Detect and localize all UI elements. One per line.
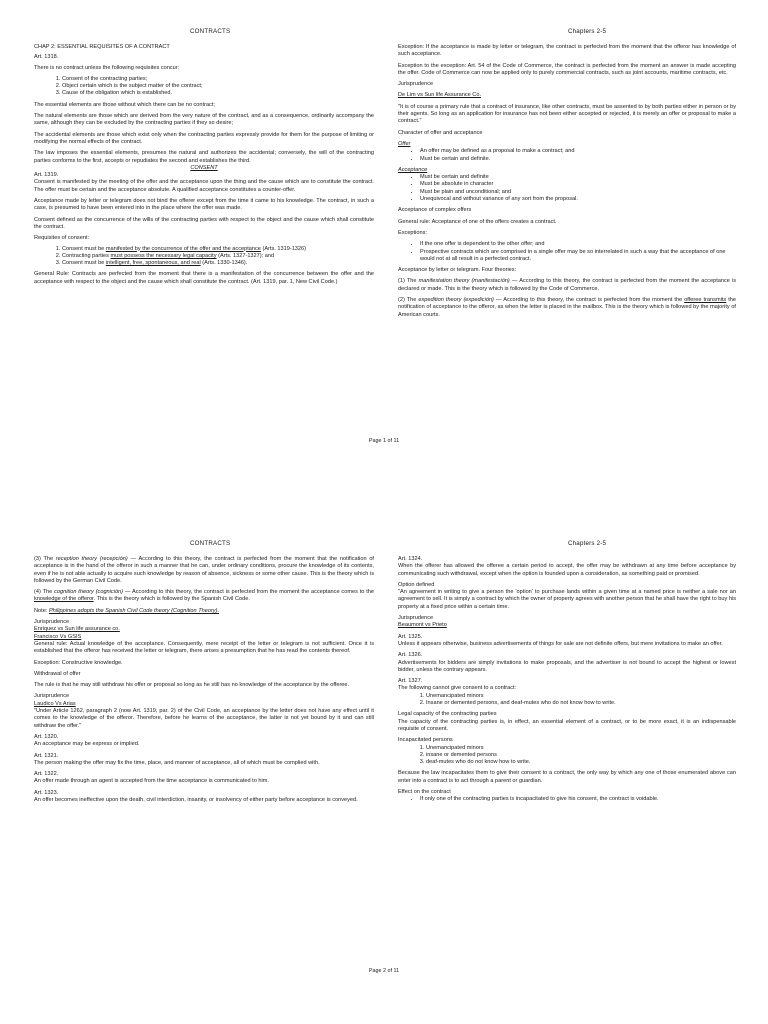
page-header (0, 28, 768, 38)
paragraph: An offer made through an agent is accepted from the time acceptance is communicated to him. (34, 778, 269, 785)
paragraph: Exception: Constructive knowledge. (34, 659, 123, 666)
paragraph: (4) The cognition theory (cognición) — According to this theory, the contract is perfected from the moment the acceptance comes to the knowledge of the offeror. This is the theory which is followed by the Spanish Civil Code. (34, 589, 375, 603)
paragraph: The following cannot give consent to a contract: (398, 685, 517, 692)
paragraph: The accidental elements are those which exist only when the contracting parties expressly provide for them for the purpose of limiting or modifying the normal effects of the contract. (34, 131, 374, 145)
paragraph: Consent is manifested by the meeting of the offer and the acceptance upon the thing and the cause which are to constitute the contract. The offer must be certain and the acceptance absolute. A qualified acceptance constitutes a counter-offer. (34, 179, 374, 193)
paragraph: General Rule: Contracts are perfected from the moment that there is a manifestation of the concurrence between the offer and the acceptance with respect to the object and the cause which shall constitute the contract. (Art. 1319, par. 1, New Civil Code.) (34, 271, 374, 285)
page-gap (0, 500, 768, 528)
list-item: • An offer may be defined as a proposal to make a contract; and (420, 148, 736, 155)
quote: "Under Article 1262, paragraph 2 (now Art. 1319, par. 2) of the Civil Code, an acceptance by the letter does not have any effect until it comes to the knowledge of the offeror. Therefore, before he learns of the acceptance, the latter is not yet bound by it and can still withdraw the offer." (34, 708, 374, 729)
subheading: Incapacitated persons (398, 737, 453, 744)
left-column (34, 556, 374, 808)
paragraph: The person making the offer may fix the time, place, and manner of acceptance, all of which must be complied with. (34, 759, 320, 766)
paragraph: Exception to the exception: Art. 54 of the Code of Commerce, the contract is perfected from the moment an answer is made accepting the offer. Code of Commerce can now be applied only to purely commercial contracts, such as joint accounts, maritime contracts, etc. (398, 62, 736, 76)
paragraph: An acceptance may be express or implied. (34, 741, 140, 748)
list-item: 3. Consent must be intelligent, free, spontaneous, and real (Arts. 1330-1346). (62, 260, 374, 267)
paragraph: Requisites of consent: (34, 235, 90, 242)
article-number: Art. 1324. (398, 556, 423, 562)
page-footer: Page 1 of 11 (368, 438, 400, 444)
header-chapters: Chapters 2-5 (568, 28, 607, 35)
left-column (34, 44, 374, 290)
list-item: • Must be certain and definite. (420, 156, 736, 163)
paragraph: The essential elements are those without which there can be no contract; (34, 101, 215, 108)
paragraph: General rule: Acceptance of one of the offers creates a contract. (398, 218, 557, 225)
list-item: 2. Contracting parties must possess the necessary legal capacity (Arts. 1327-1327); and (62, 253, 374, 260)
article-number: Art. 1322. (34, 771, 59, 778)
consent-requisites-list (34, 246, 374, 268)
page-2 (0, 530, 768, 1022)
list-item: 1. Unemancipated minors (426, 693, 736, 700)
paragraph: An offer becomes ineffective upon the death, civil interdiction, insanity, or insolvency of either party before acceptance is conveyed. (34, 797, 358, 804)
list-item: • Prospective contracts which are comprised in a single offer may be so interrelated in such a way that the acceptance of one would not at all result in a perfected contract. (420, 249, 736, 264)
article-number: Art. 1318. (34, 54, 59, 61)
paragraph: (1) The manifestation theory (manifestación) — According to this theory, the contract is perfected from the moment the acceptance is declared or made. This is the theory which is followed by the Code of Commerce. (398, 278, 737, 292)
page-footer: Page 2 of 11 (368, 968, 400, 974)
acceptance-list (398, 174, 736, 203)
quote: "It is of course a primary rule that a contract of insurance, like other contracts, must be assented to by both parties either in person or by their agents. So long as an application for insurance has not been either accepted or rejected, it is merely an offer or proposal to make a contract." (398, 103, 736, 125)
subheading: Jurisprudence (398, 81, 434, 88)
paragraph: The capacity of the contracting parties is, in effect, an essential element of a contract, or to be more exact, it is an indispensable requisite of consent. (398, 718, 736, 732)
page-header (0, 540, 768, 550)
paragraph: The natural elements are those which are derived from the very nature of the contract, and as a consequence, ordinarily accompany the same, although they can be excluded by the contracting parties if they so desire; (34, 113, 374, 127)
cannot-consent-list (398, 693, 736, 708)
article-number: Art. 1325. (398, 633, 423, 640)
subheading: Legal capacity of the contracting parties (398, 711, 497, 718)
paragraph: Unless it appears otherwise, business advertisements of things for sale are not definite offers, but mere invitations to make an offer. (398, 640, 723, 647)
list-item: 2. insane or demented persons (426, 752, 736, 759)
note: Note: Philippines adopts the Spanish Civil Code theory (Cognition Theory). (34, 607, 220, 614)
list-item: 2. Object certain which is the subject matter of the contract; (62, 83, 374, 90)
paragraph: General rule: Actual knowledge of the acceptance. Consequently, mere receipt of the letter or telegram is not sufficient. Once it is established that the offeror has received the letter or telegram, there arises a presumption that he has read the contents thereof. (34, 640, 374, 655)
list-item: • Must be plain and unconditional; and (420, 189, 736, 196)
right-column (398, 556, 736, 808)
paragraph: (3) The reception theory (recepción) — According to this theory, the contract is perfected from the moment that the notification of acceptance is in the hand of the offeror in such a manner that he can, under ordinary conditions, procure the knowledge of its contents, even if he is not able actually to acquire such knowledge by reason of absence, sickness or some other cause. This is the theory which is followed by the German Civil Code. (34, 556, 374, 584)
header-chapters: Chapters 2-5 (568, 540, 607, 547)
effect-list (398, 796, 736, 803)
subheading: Option defined (398, 581, 435, 588)
article-number: Art. 1327. (398, 678, 423, 685)
subheading: Exceptions: (398, 229, 427, 236)
list-item: 1. Consent must be manifested by the concurrence of the offer and the acceptance (Arts. 1319-1326) (62, 246, 374, 253)
subheading: Acceptance by letter or telegram. Four theories: (398, 267, 517, 274)
case-name: Francisco Vs GSIS (34, 633, 82, 640)
list-item: 2. Insane or demented persons, and deaf-mutes who do not know how to write. (426, 700, 736, 707)
header-title: CONTRACTS (190, 540, 231, 547)
subheading: Character of offer and acceptance (398, 129, 483, 136)
article-number: Art. 1326. (398, 652, 423, 659)
case-name: De Lim vs Sun life Assurance Co. (398, 92, 482, 99)
subheading: Offer (398, 140, 411, 147)
paragraph: (2) The expedition theory (expedición) — According to this theory, the contract is perfected from the moment the offeree transmits the notification of acceptance to the offeror, as when the letter is placed in the mailbox. This is the theory which is followed by the majority of American courts. (398, 297, 736, 318)
paragraph: Advertisements for bidders are simply invitations to make proposals, and the advertiser is not bound to accept the highest or lowest bidder, unless the contrary appears. (398, 659, 736, 673)
requisites-list (34, 76, 374, 98)
page-1 (0, 18, 768, 510)
case-name: Beaumont vs Prieto (398, 622, 447, 629)
list-item: • If only one of the contracting parties is incapacitated to give his consent, the contract is voidable. (420, 796, 736, 803)
article-number: Art. 1323. (34, 789, 59, 796)
list-item: 1. Unemancipated minors (426, 745, 736, 752)
list-item: 3. Cause of the obligation which is established. (62, 90, 374, 97)
header-title: CONTRACTS (190, 28, 231, 35)
subheading: Acceptance (398, 166, 428, 173)
offer-list (398, 148, 736, 163)
case-name: Laudico Vs Arias (34, 700, 76, 707)
article-number: Art. 1320. (34, 733, 59, 740)
chapter-heading: CHAP 2: ESSENTIAL REQUISITES OF A CONTRACT (34, 44, 170, 50)
subheading: Jurisprudence (34, 619, 70, 626)
subheading: Acceptance of complex offers (398, 207, 472, 214)
section-heading: CONSENT (190, 164, 218, 171)
article-number: Art. 1321. (34, 752, 59, 759)
subheading: Withdrawal of offer (34, 670, 81, 677)
case-name: Enriquez vs Sun life assurance co. (34, 626, 120, 633)
subheading: Effect on the contract (398, 789, 451, 796)
right-column (398, 44, 736, 323)
paragraph: Acceptance made by letter or telegram does not bind the offerer except from the time it came to his knowledge. The contract, in such a case, is presumed to have been entered into in the place where the offer was made. (34, 198, 374, 212)
list-item: • Unequivocal and without variance of any sort from the proposal. (420, 196, 736, 203)
incapacitated-list (398, 745, 736, 767)
paragraph: Exception: If the acceptance is made by letter or telegram, the contract is perfected from the moment that the offeror has knowledge of such acceptance. (398, 44, 736, 58)
subheading: Jurisprudence (34, 693, 70, 700)
exceptions-list (398, 241, 736, 263)
paragraph: The rule is that he may still withdraw his offer or proposal so long as he still has no knowledge of the acceptance by the offeree. (34, 682, 350, 689)
list-item: 3. deaf-mutes who do not know how to write. (426, 759, 736, 766)
paragraph: The law imposes the essential elements, presumes the natural and authorizes the accidental; conversely, the will of the contracting parties conforms to the first, accepts or repudiates the second and establishes the third. (34, 150, 374, 164)
subheading: Jurisprudence (398, 615, 434, 622)
paragraph: When the offerer has allowed the offeree a certain period to accept, the offer may be withdrawn at any time before acceptance by communicating such withdrawal, except when the option is founded upon a consideration, as something paid or promised. (398, 563, 736, 577)
article-number: Art. 1319. (34, 172, 59, 179)
list-item: • Must be certain and definite (420, 174, 736, 181)
paragraph: Because the law incapacitates them to give their consent to a contract, the only way by which any one of those enumerated above can enter into a contract is to act through a parent or guardian. (398, 770, 736, 784)
list-item: • Must be absolute in character (420, 181, 736, 188)
paragraph: Consent defined as the concurrence of the wills of the contracting parties with respect to the object and the cause which shall constitute the contract. (34, 216, 374, 230)
list-item: 1. Consent of the contracting parties; (62, 76, 374, 83)
paragraph: "An agreement in writing to give a person the 'option' to purchase lands within a given time at a named price is neither a sale nor an agreement to sell. It is simply a contract by which the owner of property agrees with another person that he shall have the right to buy his property at a fixed price within a certain time. (398, 589, 736, 610)
list-item: • If the one offer is dependent to the other offer; and (420, 241, 736, 248)
paragraph: There is no contract unless the following requisites concur: (34, 64, 180, 71)
